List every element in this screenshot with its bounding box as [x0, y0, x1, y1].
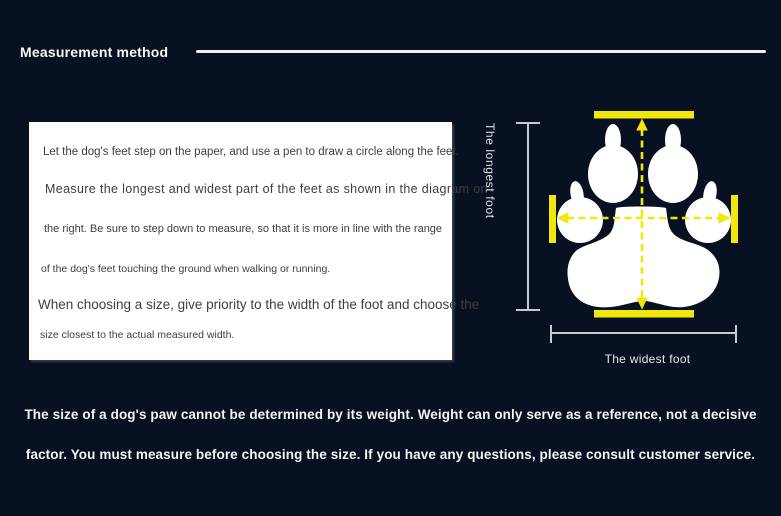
instruction-warning-line: When choosing a size, give priority to the width of the foot and choose the: [38, 297, 480, 312]
paw-icon: [470, 100, 781, 380]
footer-line: The size of a dog's paw cannot be determined by its weight. Weight can only serve as a reference, not a decisive: [24, 407, 757, 422]
paw-shape: [557, 124, 731, 307]
instruction-line: the right. Be sure to step down to measure, so that it is more in line with the range: [44, 223, 443, 235]
longest-foot-label: The longest foot: [483, 123, 497, 219]
longest-foot-measure-line: [516, 123, 540, 310]
widest-foot-label: The widest foot: [604, 352, 691, 366]
page-title: Measurement method: [20, 44, 169, 60]
instruction-line: of the dog's feet touching the ground when walking or running.: [41, 263, 331, 275]
title-divider: [196, 50, 766, 53]
instruction-line: Measure the longest and widest part of the feet as shown in the diagram on: [45, 182, 488, 196]
footer-line: factor. You must measure before choosing the size. If you have any questions, please consult customer service.: [25, 447, 756, 462]
paw-measurement-diagram: [470, 100, 781, 380]
widest-foot-measure-line: [551, 325, 736, 343]
instruction-box: [29, 122, 488, 360]
instruction-line: Let the dog's feet step on the paper, and use a pen to draw a circle along the feet.: [43, 146, 459, 158]
instruction-warning-line: size closest to the actual measured width.: [40, 329, 235, 341]
